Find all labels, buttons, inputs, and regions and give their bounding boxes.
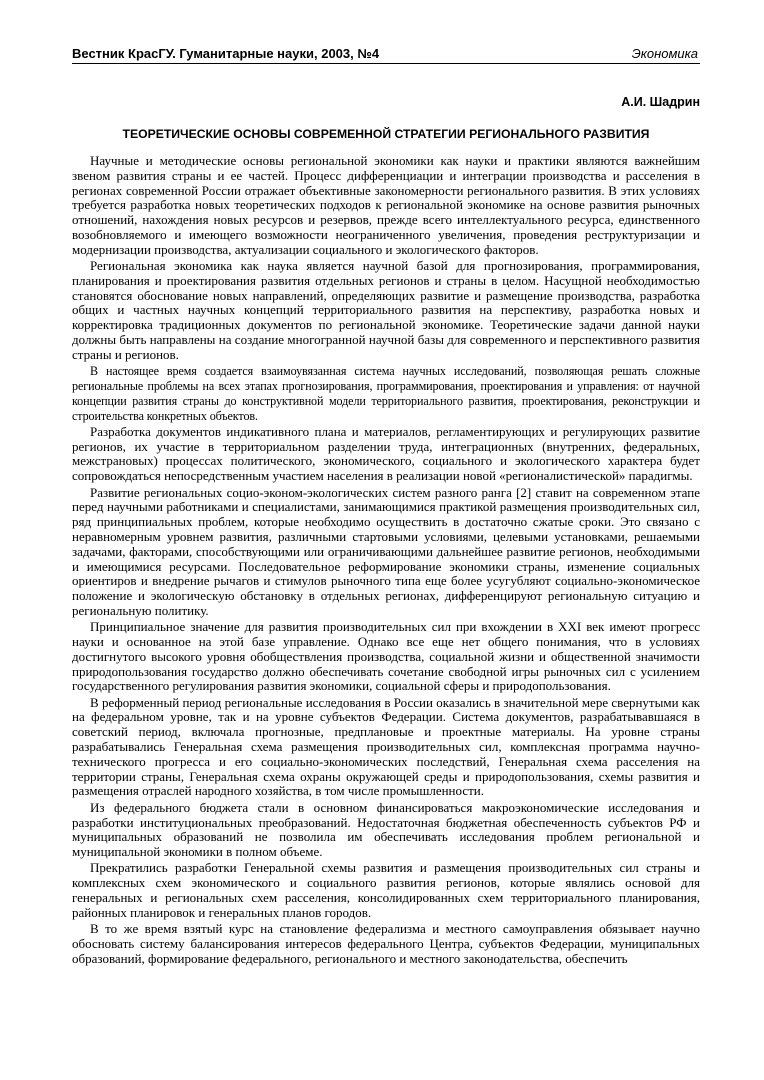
paragraph-9: Прекратились разработки Генеральной схемы развития и размещения производительных сил страны и комплексных схем экономического и социального развития регионов, которые являлись основой для генеральных и региональных схем расселения, консолидированных схем территориального планирования, районных планировок и генеральных планов городов. <box>72 860 700 920</box>
paragraph-2: Региональная экономика как наука является научной базой для прогнозирования, программирования, планирования и проектирования развития отдельных регионов и страны в целом. Насущной необходимостью становятся обоснование новых направлений, определяющих развитие и размещение производства, разработка общих и частных научных концепций территориального развития на перспективу, разработка новых и корректировка традиционных документов по региональной экономике. Теоретические задачи данной науки должны быть направлены на создание многогранной научной базы для современного и перспективного развития страны и регионов. <box>72 258 700 362</box>
article-author: А.И. Шадрин <box>621 95 700 109</box>
journal-title: Вестник КрасГУ. Гуманитарные науки, 2003, №4 <box>72 46 380 61</box>
article-body <box>72 154 700 968</box>
article-title: ТЕОРЕТИЧЕСКИЕ ОСНОВЫ СОВРЕМЕННОЙ СТРАТЕГИИ РЕГИОНАЛЬНОГО РАЗВИТИЯ <box>122 127 650 141</box>
running-header <box>72 43 700 63</box>
header-rule <box>72 63 700 64</box>
paragraph-10: В то же время взятый курс на становление федерализма и местного самоуправления обязывает научно обосновать систему балансирования интересов федерального Центра, субъектов Федерации, муниципальных образований, формирование федерального, регионального и местного законодательства, обеспечить <box>72 921 700 966</box>
paragraph-6: Принципиальное значение для развития производительных сил при вхождении в XXI век имеют прогресс науки и основанное на этой базе управление. Однако все еще нет общего понимания, что в условиях достигнутого высокого уровня обобществления производства, социальной жизни и общественной значимости природопользования государство должно обеспечивать сочетание свободной игры рыночных сил с усилением государственного регулирования развития экономики, социальной сферы и природопользования. <box>72 619 700 694</box>
paragraph-7: В реформенный период региональные исследования в России оказались в значительной мере свернутыми как на федеральном уровне, так и на уровне субъектов Федерации. Система документов, разрабатывавшаяся в советский период, включала прогнозные, предплановые и проектные материалы. На уровне страны разрабатывались Генеральная схема размещения производительных сил, комплексная программа научно-технического прогресса и его социально-экономических последствий, Генеральная схема расселения на территории страны, Генеральная схема охраны окружающей среды и природопользования, схемы развития и размещения отраслей народного хозяйства, в том числе промышленности. <box>72 694 700 799</box>
section-name: Экономика <box>631 46 698 61</box>
paragraph-5: Развитие региональных социо-эконом-экологических систем разного ранга [2] ставит на современном этапе перед научными работниками и специалистами, занимающимися практикой размещения производительных сил, ряд принципиальных проблем, которые необходимо осуществить в достаточно сжатые сроки. Это связано с неравномерным уровнем развития, различными стартовыми условиями, целевыми установками, решаемыми задачами, факторами, способствующими или ограничивающими дальнейшее развитие регионов, необходимыми и имеющимися ресурсами. Последовательное реформирование экономики страны, изменение социальных ориентиров и внедрение рычагов и стимулов рыночного типа еще более усугубляют социально-экономическое положение и экологическую обстановку в отдельных регионах, дифференцируют региональную ситуацию и региональную политику. <box>72 484 700 618</box>
paragraph-1: Научные и методические основы региональной экономики как науки и практики являются важнейшим звеном развития страны и ее частей. Процесс дифференциации и интеграции производства и расселения в регионах современной России отражает объективные закономерности регионального развития. В этих условиях требуется разработка новых теоретических подходов к региональной экономике на основе развития рыночных отношений, нахождения новых ресурсов и резервов, прежде всего интеллектуального ресурса, единственного возобновляемого и имеющего возможности неограниченного увеличения, проведения реструктуризации и модернизации производства, актуализации социального и экологического факторов. <box>72 153 700 257</box>
paragraph-3: В настоящее время создается взаимоувязанная система научных исследований, позволяющая решать сложные региональные проблемы на всех этапах прогнозирования, программирования, проектирования и управления: от научной концепции развития страны до конструктивной модели территориального развития, проектирования, реконструкции и строительства конкретных объектов. <box>72 364 700 423</box>
paragraph-4: Разработка документов индикативного плана и материалов, регламентирующих и регулирующих развитие регионов, их участие в территориальном разделении труда, интеграционных (внутренних, федеральных, межстрановых) процессах политического, экономического, социального и экологического характера будет сопровождаться непосредственным участием населения в реализации новой «регионалистической» парадигмы. <box>72 423 700 484</box>
paragraph-8: Из федерального бюджета стали в основном финансироваться макроэкономические исследования и разработки институциональных преобразований. Недостаточная бюджетная обеспеченность субъектов РФ и муниципальных образований не позволила им обеспечивать исследования проблем региональной и муниципальной экономики в полном объеме. <box>72 799 700 860</box>
